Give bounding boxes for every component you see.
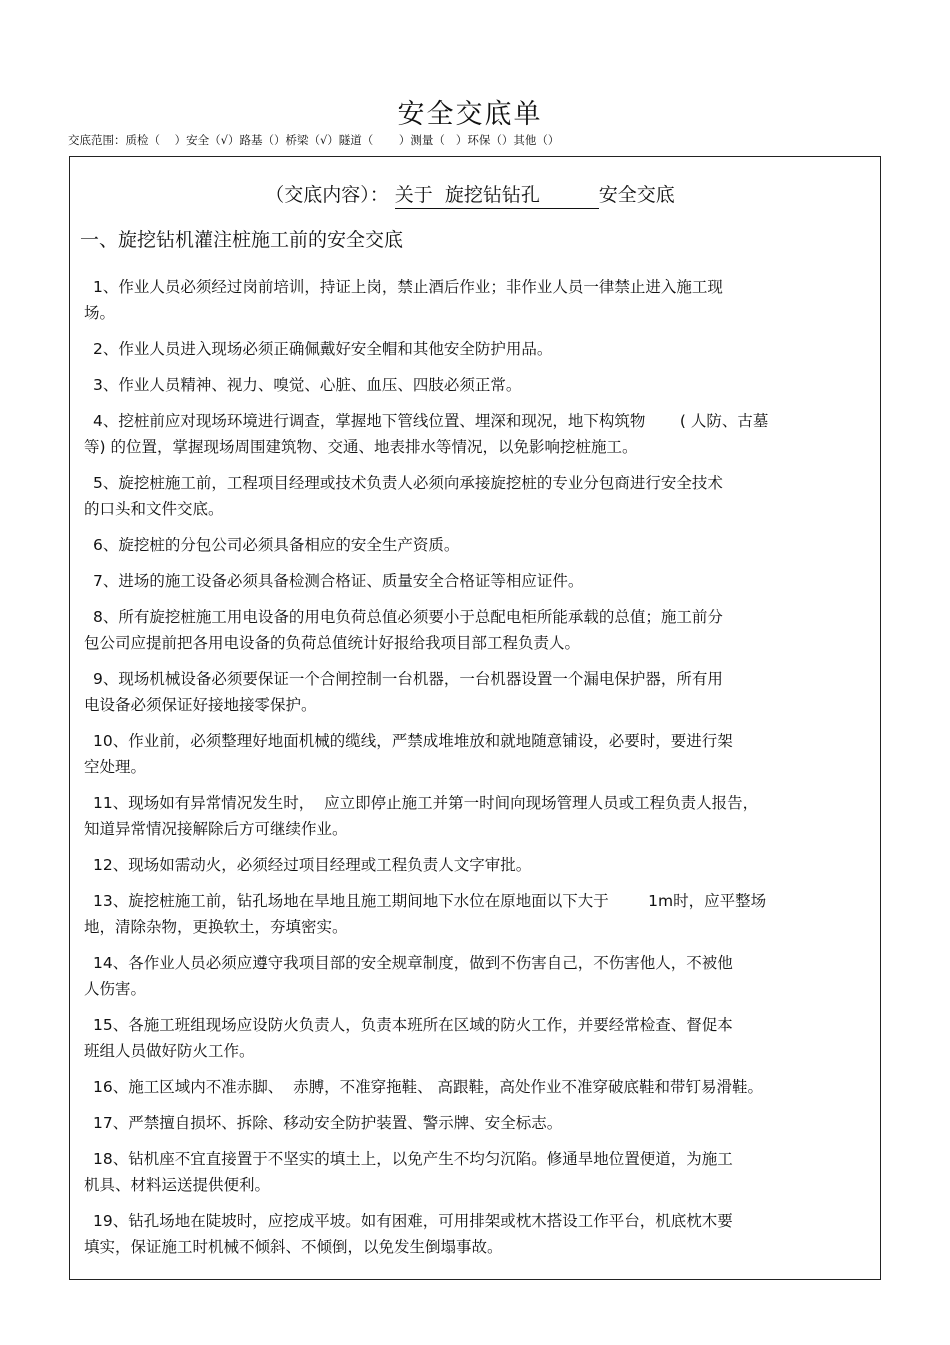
list-item <box>84 1074 874 1100</box>
item-first-line: 2、作业人员进入现场必须正确佩戴好安全帽和其他安全防护用品。 <box>93 340 553 358</box>
list-item <box>84 728 874 780</box>
list-item <box>84 1146 874 1198</box>
page-title: 安全交底单 <box>397 99 543 130</box>
item-first-line: 7、进场的施工设备必须具备检测合格证、质量安全合格证等相应证件。 <box>93 572 584 590</box>
list-item <box>84 274 874 326</box>
list-item <box>84 1208 874 1260</box>
item-continuation: 填实，保证施工时机械不倾斜、不倾倒，以免发生倒塌事故。 <box>84 1238 503 1256</box>
list-item <box>84 336 874 362</box>
item-first-line: 17、严禁擅自损坏、拆除、移动安全防护装置、警示牌、安全标志。 <box>93 1114 563 1132</box>
list-item <box>84 604 874 656</box>
item-first-line: 19、钻孔场地在陡坡时，应挖成平坡。如有困难，可用排架或枕木搭设工作平台，机底枕木要 <box>93 1212 733 1230</box>
item-first-line: 1、作业人员必须经过岗前培训，持证上岗，禁止酒后作业；非作业人员一律禁止进入施工现 <box>93 278 723 296</box>
section-heading: 一、旋挖钻机灌注桩施工前的安全交底 <box>80 229 404 251</box>
item-first-line: 10、作业前，必须整理好地面机械的缆线，严禁成堆堆放和就地随意铺设，必要时，要进行架 <box>93 732 733 750</box>
list-item <box>84 532 874 558</box>
item-first-line: 9、现场机械设备必须要保证一个合闸控制一台机器，一台机器设置一个漏电保护器，所有用 <box>93 670 723 688</box>
item-continuation: 班组人员做好防火工作。 <box>84 1042 255 1060</box>
item-continuation: 包公司应提前把各用电设备的负荷总值统计好报给我项目部工程负责人。 <box>84 634 581 652</box>
list-item <box>84 372 874 398</box>
list-item <box>84 408 874 460</box>
list-item <box>84 950 874 1002</box>
list-item <box>84 470 874 522</box>
item-list <box>84 274 874 1270</box>
item-first-line: 6、旋挖桩的分包公司必须具备相应的安全生产资质。 <box>93 536 460 554</box>
list-item <box>84 790 874 842</box>
item-first-line: 4、挖桩前应对现场环境进行调查，掌握地下管线位置、埋深和现况，地下构筑物 ( 人防、古墓 <box>93 412 769 430</box>
item-first-line: 11、现场如有异常情况发生时， 应立即停止施工并第一时间向现场管理人员或工程负责人报告， <box>93 794 759 812</box>
item-continuation: 场。 <box>84 304 116 322</box>
subject-prefix: （交底内容）： <box>265 184 389 206</box>
list-item <box>84 852 874 878</box>
item-continuation: 空处理。 <box>84 758 147 776</box>
item-continuation: 的口头和文件交底。 <box>84 500 224 518</box>
item-continuation: 知道异常情况接解除后方可继续作业。 <box>84 820 348 838</box>
subject-topic-text: 旋挖钻钻孔 <box>444 184 540 206</box>
item-first-line: 14、各作业人员必须应遵守我项目部的安全规章制度，做到不伤害自己，不伤害他人，不被他 <box>93 954 733 972</box>
subject-about: 关于 <box>394 184 445 206</box>
item-continuation: 人伤害。 <box>84 980 147 998</box>
list-item <box>84 1012 874 1064</box>
subject-topic <box>395 180 599 209</box>
item-first-line: 3、作业人员精神、视力、嗅觉、心脏、血压、四肢必须正常。 <box>93 376 522 394</box>
list-item <box>84 888 874 940</box>
item-continuation: 机具、材料运送提供便利。 <box>84 1176 271 1194</box>
item-continuation: 等) 的位置，掌握现场周围建筑物、交通、地表排水等情况，以免影响挖桩施工。 <box>84 438 638 456</box>
subject-line <box>0 180 940 209</box>
item-first-line: 5、旋挖桩施工前，工程项目经理或技术负责人必须向承接旋挖桩的专业分包商进行安全技术 <box>93 474 723 492</box>
scope-line: 交底范围：质检（ ）安全（√）路基（）桥梁（√）隧道（ ）测量（ ）环保（）其他（） <box>68 133 560 147</box>
item-first-line: 13、旋挖桩施工前，钻孔场地在旱地且施工期间地下水位在原地面以下大于 1m时，应平整场 <box>93 892 767 910</box>
list-item <box>84 666 874 718</box>
item-first-line: 12、现场如需动火，必须经过项目经理或工程负责人文字审批。 <box>93 856 532 874</box>
item-first-line: 8、所有旋挖桩施工用电设备的用电负荷总值必须要小于总配电柜所能承载的总值；施工前分 <box>93 608 723 626</box>
subject-suffix: 安全交底 <box>598 184 675 206</box>
item-continuation: 电设备必须保证好接地接零保护。 <box>84 696 317 714</box>
item-first-line: 18、钻机座不宜直接置于不坚实的填土上，以免产生不均匀沉陷。修通旱地位置便道，为施工 <box>93 1150 733 1168</box>
item-continuation: 地，清除杂物，更换软土，夯填密实。 <box>84 918 348 936</box>
item-first-line: 16、施工区域内不准赤脚、 赤膊，不准穿拖鞋、 高跟鞋，高处作业不准穿破底鞋和带钉易滑鞋。 <box>93 1078 764 1096</box>
item-first-line: 15、各施工班组现场应设防火负责人，负责本班所在区域的防火工作，并要经常检查、督促本 <box>93 1016 733 1034</box>
list-item <box>84 1110 874 1136</box>
list-item <box>84 568 874 594</box>
